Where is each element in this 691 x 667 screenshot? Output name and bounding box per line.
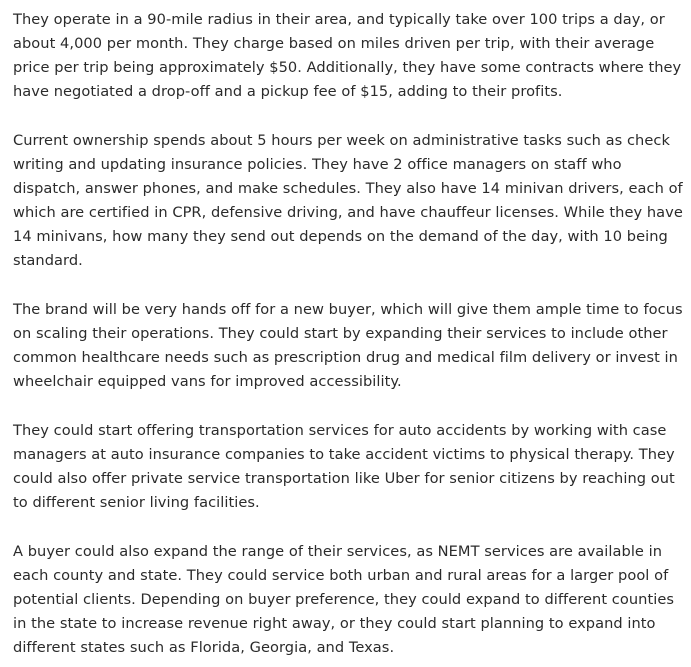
paragraph-growth-services: The brand will be very hands off for a new buyer, which will give them ample time to focus on scaling their operations. They could start by expanding their services to include other common healthcare needs such as prescription drug and medical film delivery or invest in wheelchair equipped vans for improved accessibility. [13, 301, 683, 391]
paragraph-expansion: A buyer could also expand the range of their services, as NEMT services are available in each county and state. They could service both urban and rural areas for a larger pool of potential clients. Depending on buyer preference, they could expand to different counties in the state to increase revenue right away, or they could start planning to expand into different states such as Florida, Georgia, and Texas. [13, 543, 674, 657]
paragraph-operations: They operate in a 90-mile radius in their area, and typically take over 100 trips a day, or about 4,000 per month. They charge based on miles driven per trip, with their average price per trip being approximately $50. Additionally, they have some contracts where they have negotiated a drop-off and a pickup fee of $15, adding to their profits. [13, 11, 682, 101]
article-body [13, 8, 685, 661]
paragraph-staffing: Current ownership spends about 5 hours per week on administrative tasks such as check writing and updating insurance policies. They have 2 office managers on staff who dispatch, answer phones, and make schedules. They also have 14 minivan drivers, each of which are certified in CPR, defensive driving, and have chauffeur licenses. While they have 14 minivans, how many they send out depends on the demand of the day, with 10 being standard. [13, 131, 683, 270]
paragraph-new-markets: They could start offering transportation services for auto accidents by working with case managers at auto insurance companies to take accident victims to physical therapy. They could also offer private service transportation like Uber for senior citizens by reaching out to different senior living facilities. [13, 422, 675, 512]
